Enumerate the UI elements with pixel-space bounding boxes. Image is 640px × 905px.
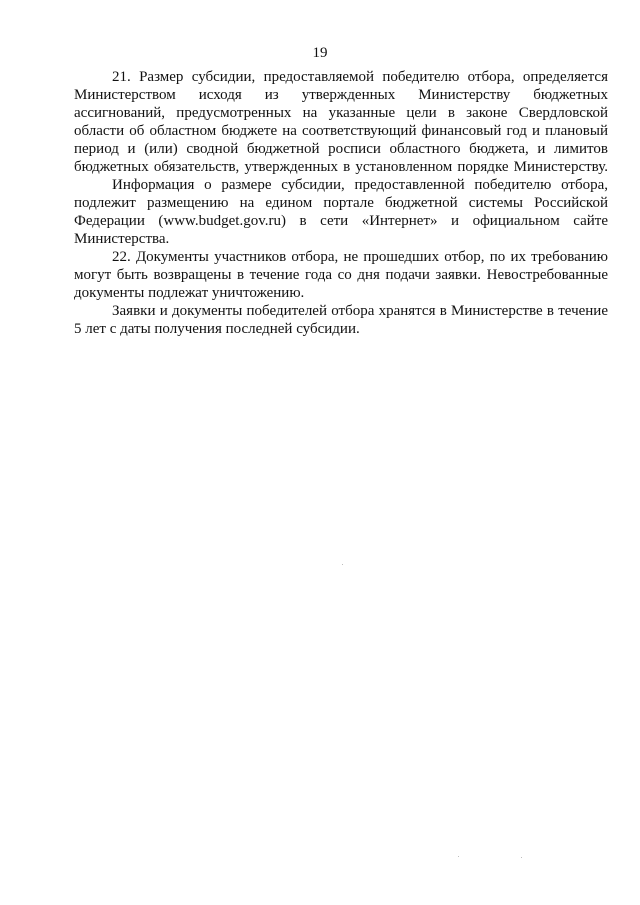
text-line: период и (или) сводной бюджетной росписи областного бюджета, и лимитов [74, 141, 608, 157]
text-line: документы подлежат уничтожению. [74, 285, 305, 301]
text-line: Министерства. [74, 231, 170, 247]
text-line: могут быть возвращены в течение года со дня подачи заявки. Невостребованные [74, 267, 608, 283]
scan-speck [458, 856, 459, 857]
text-line: подлежит размещению на едином портале бюджетной системы Российской [74, 195, 608, 211]
text-line: 21. Размер субсидии, предоставляемой победителю отбора, определяется [112, 69, 608, 85]
paragraph-storage [74, 302, 608, 338]
paragraph-22 [74, 248, 608, 302]
text-line: Информация о размере субсидии, предоставленной победителю отбора, [112, 177, 608, 193]
scan-speck [342, 564, 343, 565]
text-line: 22. Документы участников отбора, не прошедших отбор, по их требованию [112, 249, 608, 265]
page-number: 19 [312, 45, 328, 61]
text-line: области об областном бюджете на соответствующий финансовый год и плановый [74, 123, 608, 139]
text-line: ассигнований, предусмотренных на указанные цели в законе Свердловской [74, 105, 608, 121]
text-line: бюджетных обязательств, утвержденных в установленном порядке Министерству. [74, 159, 608, 175]
scan-speck [521, 857, 522, 858]
text-line: Министерством исходя из утвержденных Министерству бюджетных [74, 87, 608, 103]
text-line: Федерации (www.budget.gov.ru) в сети «Интернет» и официальном сайте [74, 213, 608, 229]
document-body [74, 68, 608, 338]
text-line: Заявки и документы победителей отбора хранятся в Министерстве в течение [112, 303, 608, 319]
paragraph-21 [74, 68, 608, 176]
text-line: 5 лет с даты получения последней субсидии. [74, 321, 360, 337]
paragraph-info [74, 176, 608, 248]
